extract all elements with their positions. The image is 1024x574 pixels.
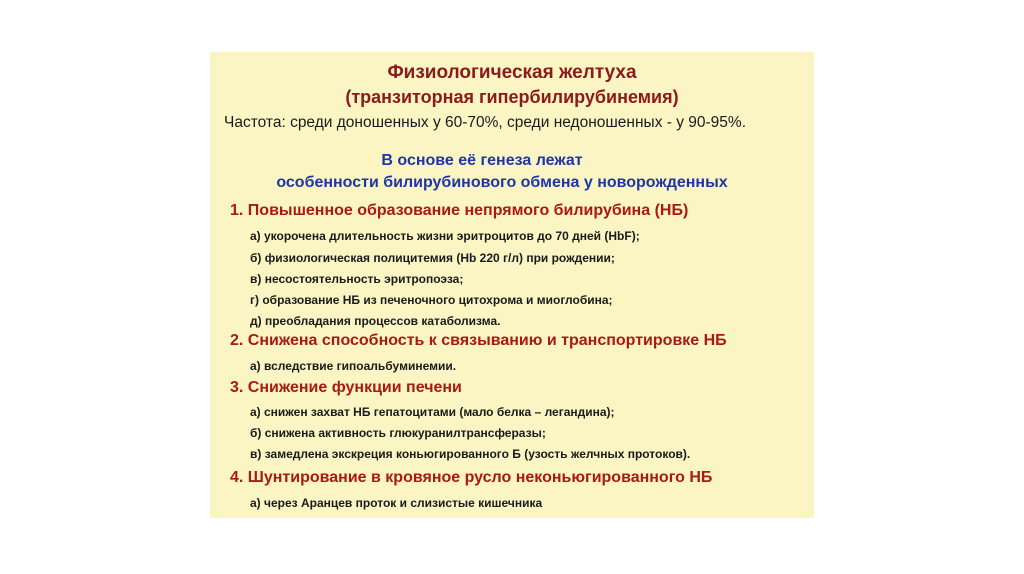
section-1-item: г) образование НБ из печеночного цитохрома и миоглобина;	[250, 293, 613, 307]
frequency-text: Частота: среди доношенных у 60-70%, среди недоношенных - у 90-95%.	[224, 114, 747, 131]
section-4-heading: 4. Шунтирование в кровяное русло неконьюгированного НБ	[230, 469, 713, 486]
intro-line-1: В основе её генеза лежат	[381, 152, 583, 169]
section-1-item: б) физиологическая полицитемия (Hb 220 г/л) при рождении;	[250, 251, 615, 265]
section-4-item: а) через Аранцев проток и слизистые кишечника	[250, 496, 543, 510]
slide-subtitle: (транзиторная гипербилирубинемия)	[345, 87, 679, 107]
slide-title: Физиологическая желтуха	[387, 62, 637, 83]
section-2-heading: 2. Снижена способность к связыванию и транспортировке НБ	[230, 332, 727, 349]
section-3-heading: 3. Снижение функции печени	[230, 379, 462, 396]
slide	[210, 52, 814, 518]
section-1-heading: 1. Повышенное образование непрямого билирубина (НБ)	[230, 202, 689, 219]
section-3-item: в) замедлена экскреция коньюгированного Б (узость желчных протоков).	[250, 447, 691, 461]
section-3-item: б) снижена активность глюкуранилтрансферазы;	[250, 426, 546, 440]
section-2-item: а) вследствие гипоальбуминемии.	[250, 359, 457, 373]
section-1-item: в) несостоятельность эритропоэза;	[250, 272, 464, 286]
section-3-item: а) снижен захват НБ гепатоцитами (мало белка – легандина);	[250, 405, 615, 419]
section-1-item: д) преобладания процессов катаболизма.	[250, 314, 501, 328]
section-1-item: а) укорочена длительность жизни эритроцитов до 70 дней (HbF);	[250, 229, 640, 243]
intro-line-2: особенности билирубинового обмена у новорожденных	[276, 174, 728, 191]
